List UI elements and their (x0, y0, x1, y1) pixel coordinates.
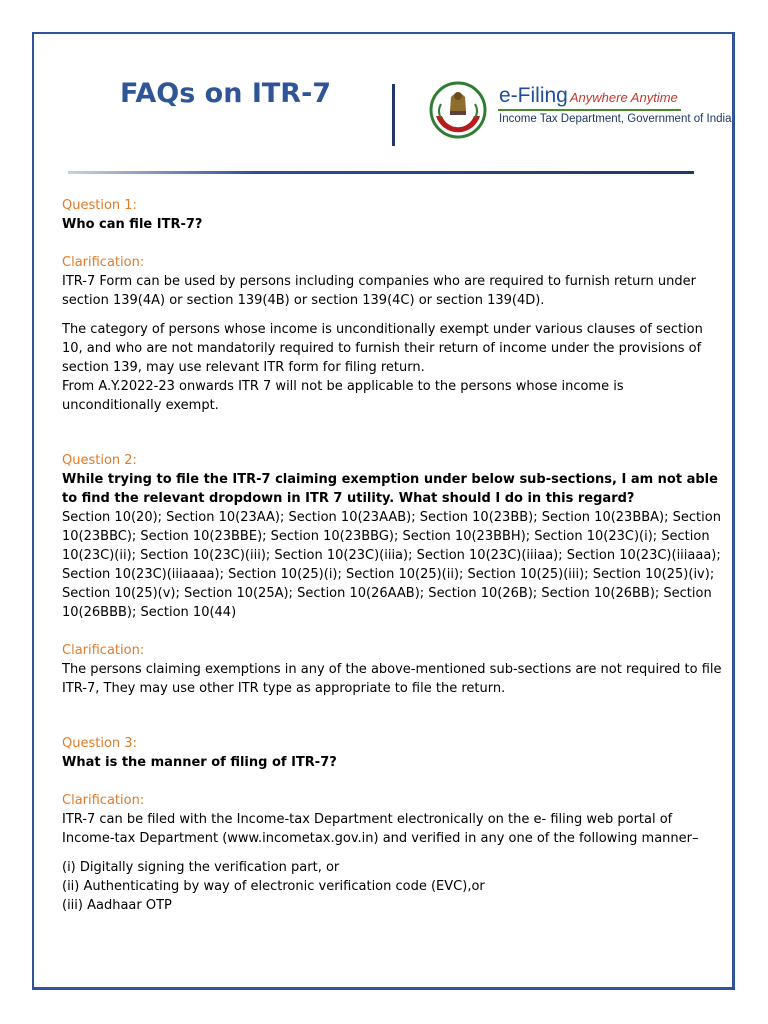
question-label: Question 2: (62, 453, 137, 468)
faq-content (62, 196, 722, 915)
department-name: Income Tax Department, Government of India (499, 113, 732, 125)
faq-item-2 (62, 451, 722, 698)
section-list: Section 10(20); Section 10(23AA); Section 10(23AAB); Section 10(23BB); Section 10(23BBA); Section 10(23BBC); Section 10(23BBE); Section 10(23BBG); Section 10(23BBH); Section 10(23C)(i); Section 10(23C)(ii); Section 10(23C)(iii); Section 10(23C)(iiia); Section 10(23C)(iiiaa); Section 10(23C)(iiiaaa); Section 10(23C)(iiiaaaa); Section 10(25)(i); Section 10(25)(ii); Section 10(25)(iii); Section 10(25)(iv); Section 10(25)(v); Section 10(25A); Section 10(26AAB); Section 10(26B); Section 10(26BB); Section 10(26BBB); Section 10(44) (62, 510, 721, 620)
faq-item-3 (62, 734, 722, 915)
question-label: Question 1: (62, 198, 137, 213)
income-tax-emblem-icon (428, 80, 488, 140)
question-text: While trying to file the ITR-7 claiming exemption under below sub-sections, I am not able to find the relevant dropdown in ITR 7 utility. What should I do in this regard? (62, 472, 718, 506)
question-label: Question 3: (62, 736, 137, 751)
clarification-label: Clarification: (62, 255, 145, 270)
clarification-paragraph: The persons claiming exemptions in any of the above-mentioned sub-sections are not required to file ITR-7, They may use other ITR type as appropriate to file the return. (62, 662, 722, 696)
page-title: FAQs on ITR-7 (120, 78, 332, 109)
clarification-label: Clarification: (62, 643, 145, 658)
faq-item-1 (62, 196, 722, 415)
logo-underline (498, 109, 681, 111)
clarification-label: Clarification: (62, 793, 145, 808)
clarification-paragraph: From A.Y.2022-23 onwards ITR 7 will not be applicable to the persons whose income is unconditionally exempt. (62, 379, 624, 413)
header-rule (68, 171, 694, 174)
clarification-paragraph: The category of persons whose income is unconditionally exempt under various clauses of section 10, and who are not mandatorily required to furnish their return of income under the provisions of section 139, may use relevant ITR form for filing return. (62, 322, 703, 375)
question-text: Who can file ITR-7? (62, 217, 203, 232)
clarification-paragraph: ITR-7 Form can be used by persons including companies who are required to furnish return under section 139(4A) or section 139(4B) or section 139(4C) or section 139(4D). (62, 274, 696, 308)
question-text: What is the manner of filing of ITR-7? (62, 755, 337, 770)
efiling-tagline: Anywhere Anytime (569, 90, 678, 105)
efiling-logo (499, 85, 678, 106)
verification-option: (iii) Aadhaar OTP (62, 898, 172, 913)
verification-option: (ii) Authenticating by way of electronic verification code (EVC),or (62, 879, 485, 894)
efiling-brand: e-Filing (499, 84, 568, 107)
header-divider (392, 84, 395, 146)
clarification-paragraph: ITR-7 can be filed with the Income-tax Department electronically on the e- filing web portal of Income-tax Department (www.incometax.gov.in) and verified in any one of the following manner– (62, 812, 699, 846)
verification-option: (i) Digitally signing the verification part, or (62, 860, 340, 875)
